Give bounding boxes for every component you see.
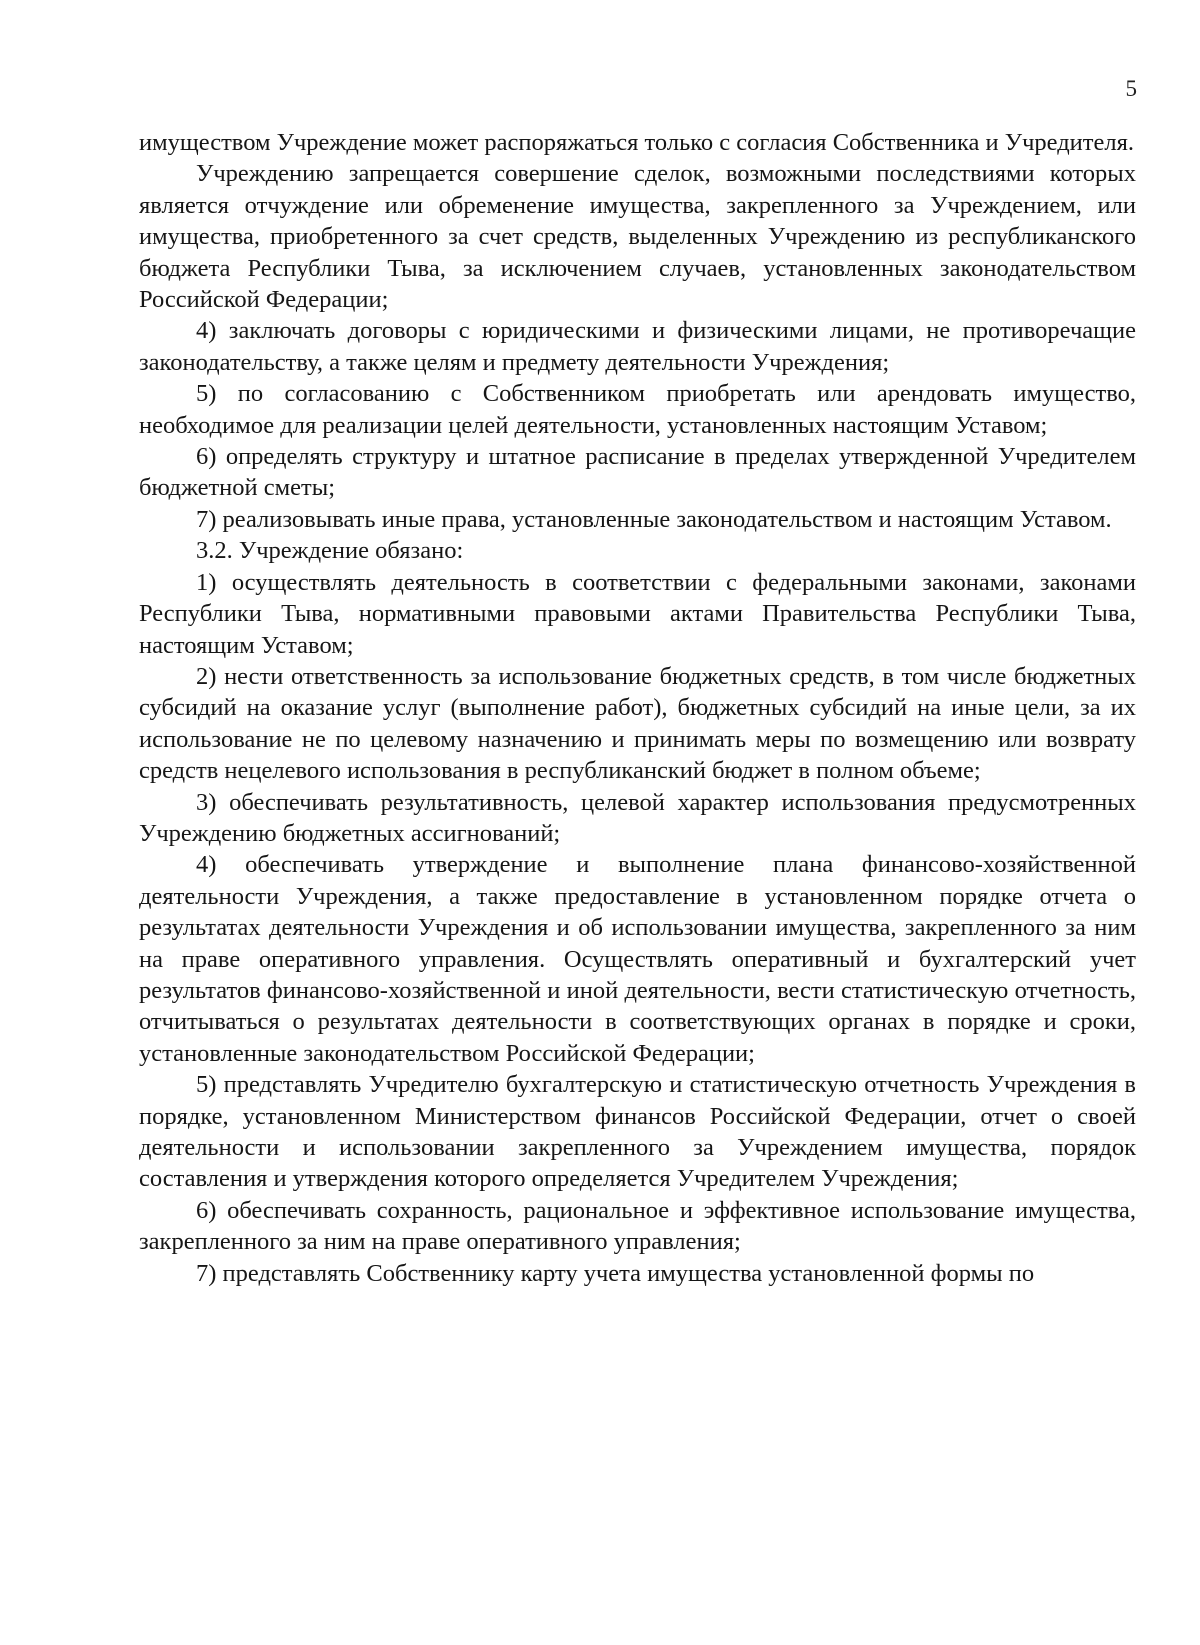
section-heading-3-2: 3.2. Учреждение обязано: <box>196 537 464 565</box>
paragraph-continuation: имуществом Учреждение может распоряжаться только с согласия Собственника и Учредителя. <box>139 129 1134 156</box>
paragraph-duty-5: 5) представлять Учредителю бухгалтерскую и статистическую отчетность Учреждения в порядке, установленном Министерством финансов Российской Федерации, отчет о своей деятельности и использовании закрепленного за Учреждением имущества, порядок составления и утверждения которого определяется Учредителем Учреждения; <box>139 1071 1136 1193</box>
paragraph-duty-3: 3) обеспечивать результативность, целевой характер использования предусмотренных Учреждению бюджетных ассигнований; <box>139 788 1136 847</box>
paragraph-right-7: 7) реализовывать иные права, установленные законодательством и настоящим Уставом. <box>196 505 1112 533</box>
paragraph-right-6: 6) определять структуру и штатное расписание в пределах утвержденной Учредителем бюджетной сметы; <box>139 443 1136 502</box>
paragraph-duty-4: 4) обеспечивать утверждение и выполнение плана финансово-хозяйственной деятельности Учреждения, а также предоставление в установленном порядке отчета о результатах деятельности Учреждения и об использовании имущества, закрепленного за ним на праве оперативного управления. Осуществлять оперативный и бухгалтерский учет результатов финансово-хозяйственной и иной деятельности, вести статистическую отчетность, отчитываться о результатах деятельности в соответствующих органах в порядке и сроки, установленные законодательством Российской Федерации; <box>139 851 1136 1067</box>
page-number: 5 <box>1125 76 1137 101</box>
paragraph-duty-6: 6) обеспечивать сохранность, рациональное и эффективное использование имущества, закрепленного за ним на праве оперативного управления; <box>139 1196 1136 1256</box>
paragraph-right-4: 4) заключать договоры с юридическими и физическими лицами, не противоречащие законодательству, а также целям и предмету деятельности Учреждения; <box>139 317 1136 376</box>
document-body <box>139 127 1136 1289</box>
paragraph-prohibition: Учреждению запрещается совершение сделок, возможными последствиями которых является отчуждение или обременение имущества, закрепленного за Учреждением, или имущества, приобретенного за счет средств, выделенных Учреждению из республиканского бюджета Республики Тыва, за исключением случаев, установленных законодательством Российской Федерации; <box>139 160 1136 314</box>
paragraph-duty-7: 7) представлять Собственнику карту учета имущества установленной формы по <box>196 1259 1035 1287</box>
paragraph-duty-1: 1) осуществлять деятельность в соответствии с федеральными законами, законами Республики Тыва, нормативными правовыми актами Правительства Республики Тыва, настоящим Уставом; <box>139 568 1136 659</box>
paragraph-duty-2: 2) нести ответственность за использование бюджетных средств, в том числе бюджетных субсидий на оказание услуг (выполнение работ), бюджетных субсидий на иные цели, за их использование не по целевому назначению и принимать меры по возмещению или возврату средств нецелевого использования в республиканский бюджет в полном объеме; <box>139 662 1136 785</box>
paragraph-right-5: 5) по согласованию с Собственником приобретать или арендовать имущество, необходимое для реализации целей деятельности, установленных настоящим Уставом; <box>139 380 1136 439</box>
